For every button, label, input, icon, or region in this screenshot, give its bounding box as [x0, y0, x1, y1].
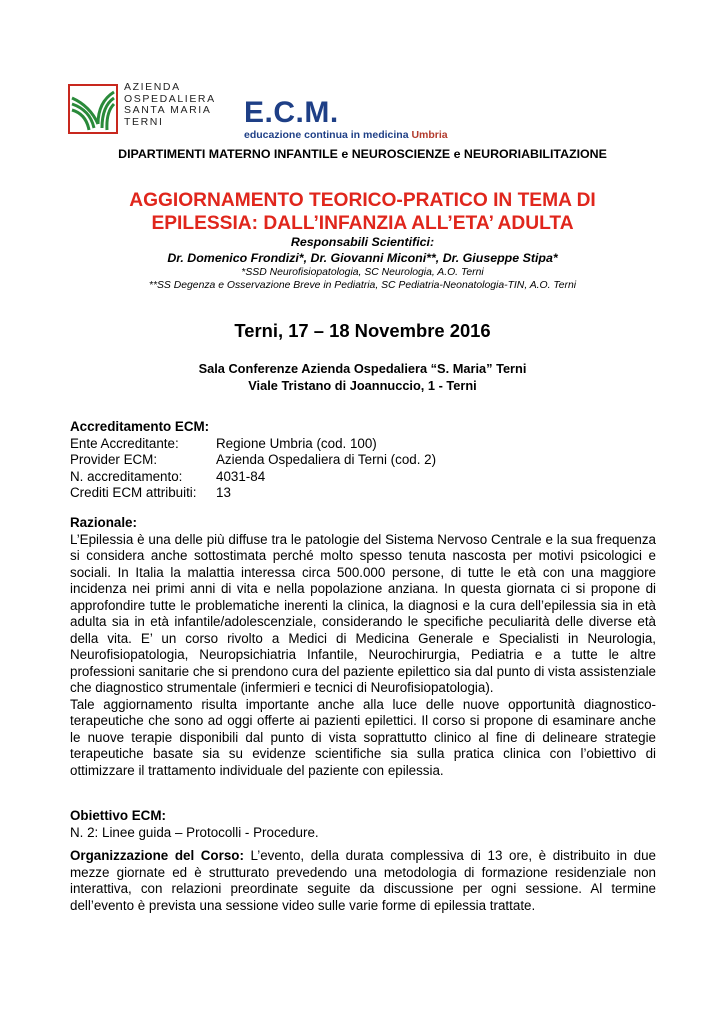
accreditamento-value: 13 — [216, 485, 231, 500]
responsabili-label: Responsabili Scientifici: — [290, 235, 435, 249]
header-logos — [68, 78, 668, 148]
razionale-paragraph: Tale aggiornamento risulta importante anche alla luce delle nuove opportunità diagnostico-terapeutiche che sono ad oggi offerte ai pazienti epilettici. Il corso si propone di esaminare anche le nuove terapie disponibili dal punto di vista soprattutto clinico al fine di delineare strategie terapeutiche basate sia su evidenze scientifiche sia sulla pratica clinica con l’obiettivo di ottimizzare il trattamento individuale del paziente con epilessia. — [70, 696, 656, 778]
accreditamento-value: Regione Umbria (cod. 100) — [216, 435, 377, 451]
accreditamento-key: Crediti ECM attribuiti: — [70, 485, 197, 500]
responsabili-names: Dr. Domenico Frondizi*, Dr. Giovanni Miconi**, Dr. Giuseppe Stipa* — [167, 251, 558, 265]
azienda-ospedaliera-logo-icon — [68, 84, 118, 134]
accreditamento-row — [70, 436, 656, 453]
accreditamento-row — [70, 485, 656, 502]
affiliation-2: **SS Degenza e Osservazione Breve in Pediatria, SC Pediatria-Neonatologia-TIN, A.O. Terni — [148, 280, 577, 291]
organizzazione-section — [70, 848, 656, 914]
accreditamento-key: Ente Accreditante: — [70, 435, 179, 451]
razionale-paragraph: L’Epilessia è una delle più diffuse tra le patologie del Sistema Nervoso Centrale e la sua frequenza si considera anche sottostimata perché molto spesso tenuta nascosta per motivi psicologici e sociali. In Italia la malattia interessa circa 500.000 persone, di tutte le età con una maggiore incidenza nei primi anni di vita e nella popolazione anziana. In questa giornata ci si propone di approfondire tutte le problematiche inerenti la clinica, la diagnosi e la cura dell’epilessia sia in età adulta sia in età infantile/adolescenziale, considerando le specifiche peculiarità delle diverse età della vita. E’ un corso rivolto a Medici di Medicina Generale e Specialisti in Neurologia, Neurofisiopatologia, Neuropsichiatria Infantile, Neurochirurgia, Pediatria e a tutte le altre professioni sanitarie che si prendono cura del paziente epilettico sia dal punto di vista assistenziale che diagnostico strumentale (infermieri e tecnici di Neurofisiopatologia). — [70, 531, 656, 695]
accreditamento-key: N. accreditamento: — [70, 468, 183, 484]
department-heading: DIPARTIMENTI MATERNO INFANTILE e NEUROSCIENZE e NEURORIABILITAZIONE — [118, 147, 607, 161]
azienda-name — [124, 82, 216, 128]
accreditamento-key: Provider ECM: — [70, 452, 158, 467]
obiettivo-heading: Obiettivo ECM: — [70, 808, 166, 823]
razionale-heading: Razionale: — [70, 515, 137, 530]
organizzazione-text: L’evento, della durata complessiva di 13 ore, è distribuito in due mezze giornate ed è strutturato prevedendo una metodologia di formazione residenziale non interattiva, con relazioni preordinate seguite da discussione per ogni sessione. Al termine dell’evento è prevista una sessione video sulle varie forme di epilessia trattate. — [70, 848, 656, 913]
obiettivo-section — [70, 808, 656, 841]
ecm-title: E.C.M. — [244, 96, 339, 129]
ecm-region: Umbria — [411, 129, 448, 141]
accreditamento-row — [70, 469, 656, 486]
ecm-logo — [244, 98, 448, 141]
azienda-line: AZIENDA — [124, 81, 181, 93]
azienda-line: SANTA MARIA — [124, 104, 212, 117]
accreditamento-value: Azienda Ospedaliera di Terni (cod. 2) — [216, 452, 437, 467]
affiliation-1: *SSD Neurofisiopatologia, SC Neurologia, A.O. Terni — [241, 267, 484, 278]
course-title-line: AGGIORNAMENTO TEORICO-PRATICO IN TEMA DI — [129, 190, 596, 211]
accreditamento-row — [70, 452, 656, 469]
accreditamento-heading: Accreditamento ECM: — [70, 419, 210, 434]
ecm-subtitle-text: educazione continua in medicina — [244, 129, 409, 141]
azienda-line: TERNI — [124, 115, 164, 128]
obiettivo-text: N. 2: Linee guida – Protocolli - Procedure. — [70, 824, 319, 840]
organizzazione-heading: Organizzazione del Corso: — [70, 848, 244, 863]
venue-address: Viale Tristano di Joannuccio, 1 - Terni — [248, 378, 477, 393]
venue-name: Sala Conferenze Azienda Ospedaliera “S. Maria” Terni — [198, 361, 527, 376]
razionale-section — [70, 515, 656, 779]
accreditamento-value: 4031-84 — [216, 468, 266, 484]
ecm-subtitle — [244, 129, 448, 141]
azienda-line: OSPEDALIERA — [124, 92, 216, 105]
course-title-line: EPILESSIA: DALL’INFANZIA ALL’ETA’ ADULTA — [151, 213, 574, 234]
event-date: Terni, 17 – 18 Novembre 2016 — [234, 320, 491, 341]
accreditamento-section — [70, 419, 656, 502]
course-title — [0, 189, 725, 235]
